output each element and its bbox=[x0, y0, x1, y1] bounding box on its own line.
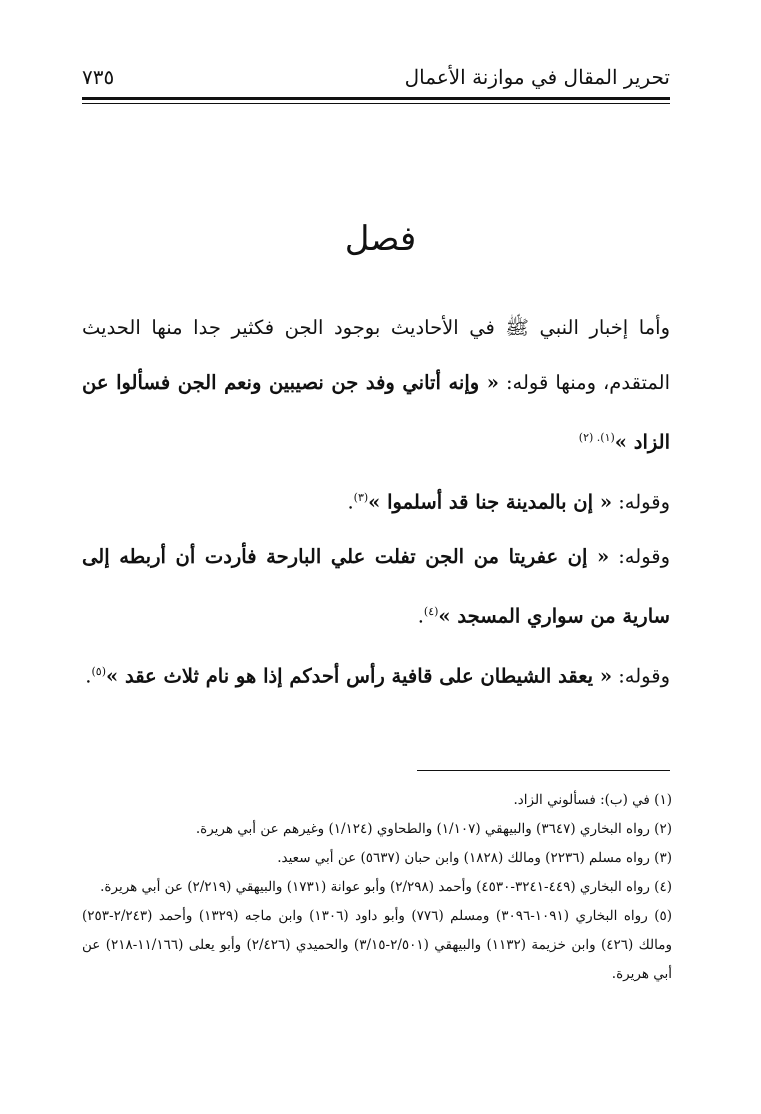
end-mark: . bbox=[347, 490, 354, 513]
section-title: فصل bbox=[344, 219, 417, 259]
header-rule-thick bbox=[82, 97, 670, 100]
footnote-separator bbox=[417, 770, 670, 771]
footnote-5: (٥) رواه البخاري (١٠٩١-٣٠٩٦) ومسلم (٧٧٦) وأبو داود (١٣٠٦) وابن ماجه (١٣٢٩) وأحمد (٢/٢٤٣-٢٥٣) ومالك (٤٢٦) وابن خزيمة (١١٣٢) والبيهقي (٢/٥٠١-٣/١٥) والحميدي (٢/٤٢٦) وأبو يعلى (١١/١٦٦-٢١٨) عن أبي هريرة. bbox=[82, 908, 673, 982]
book-title: تحرير المقال في موازنة الأعمال bbox=[404, 65, 670, 89]
footnote-4: (٤) رواه البخاري (٤٤٩-٣٢٤١-٤٥٣٠) وأحمد (٢/٢٩٨) وأبو عوانة (١٧٣١) والبيهقي (٢/٢١٩) عن أبي هريرة. bbox=[100, 879, 672, 895]
paragraph-1-text: وأما إخبار النبي ﷺ في الأحاديث بوجود الجن فكثير جدا منها الحديث المتقدم، ومنها قوله: bbox=[82, 316, 670, 394]
header-rule-thin bbox=[82, 103, 670, 104]
paragraph-2-intro: وقوله: bbox=[618, 490, 670, 513]
paragraph-4 bbox=[82, 644, 670, 704]
footnote-ref-5: (٥) bbox=[91, 664, 106, 678]
paragraph-3 bbox=[82, 529, 670, 644]
end-mark: . bbox=[85, 664, 92, 687]
end-mark: . bbox=[417, 604, 424, 628]
running-header bbox=[82, 62, 670, 92]
paragraph-4-intro: وقوله: bbox=[618, 664, 670, 687]
footnote-ref-1-2: (١). (٢) bbox=[578, 431, 615, 444]
paragraph-3-intro: وقوله: bbox=[618, 545, 671, 568]
footnote-2: (٢) رواه البخاري (٣٦٤٧) والبيهقي (١/١٠٧) والطحاوي (١/١٢٤) وغيرهم عن أبي هريرة. bbox=[195, 821, 672, 837]
footnote-ref-3: (٣) bbox=[353, 490, 369, 504]
footnotes bbox=[82, 786, 672, 989]
paragraph-2 bbox=[82, 470, 670, 530]
footnote-3: (٣) رواه مسلم (٢٢٣٦) ومالك (١٨٢٨) وابن حبان (٥٦٣٧) عن أبي سعيد. bbox=[277, 850, 672, 866]
hadith-quote-4: « يعقد الشيطان على قافية رأس أحدكم إذا هو نام ثلاث عقد » bbox=[105, 664, 613, 687]
main-text bbox=[82, 300, 670, 703]
page-number: ٧٣٥ bbox=[82, 65, 115, 89]
footnote-1: (١) في (ب): فسألوني الزاد. bbox=[513, 792, 672, 808]
footnote-ref-4: (٤) bbox=[423, 605, 439, 618]
hadith-quote-1: « وإنه أتاني وفد جن نصيبين ونعم الجن فسألوا عن الزاد » bbox=[82, 371, 670, 454]
hadith-quote-3: « إن عفريتا من الجن تفلت علي البارحة فأردت أن أربطه إلى سارية من سواري المسجد » bbox=[82, 545, 670, 628]
hadith-quote-2: « إن بالمدينة جنا قد أسلموا » bbox=[368, 490, 613, 513]
paragraph-1 bbox=[82, 300, 670, 470]
